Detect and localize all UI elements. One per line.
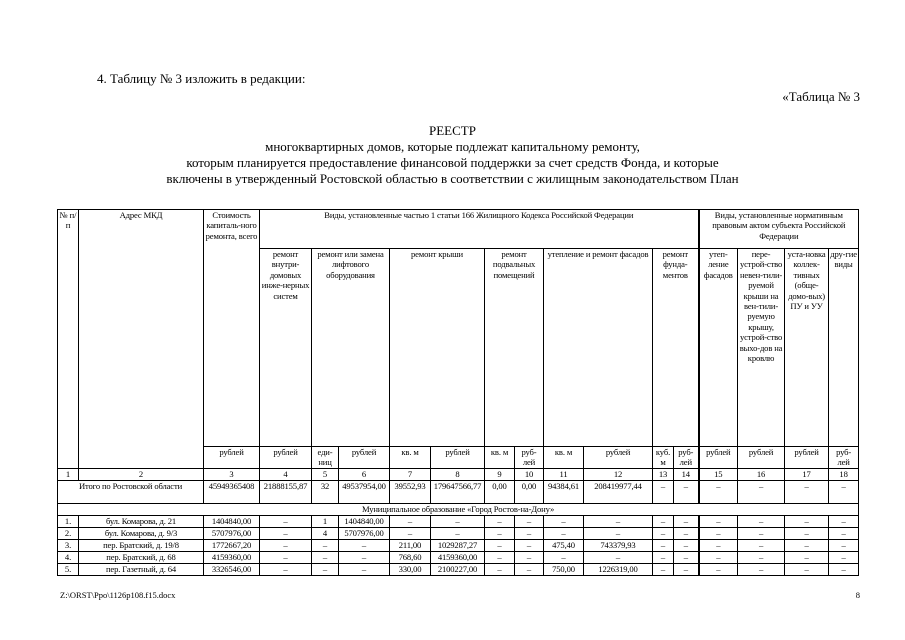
- column-number: 13: [653, 469, 674, 481]
- unit-cell: руб-лей: [829, 447, 859, 469]
- row-cell: –: [260, 552, 312, 564]
- row-number: 4.: [58, 552, 79, 564]
- row-cell: –: [674, 528, 699, 540]
- row-cell: –: [653, 528, 674, 540]
- unit-cell: рублей: [738, 447, 785, 469]
- unit-cell: рублей: [699, 447, 738, 469]
- row-cell: –: [674, 540, 699, 552]
- row-cell: –: [312, 564, 339, 576]
- intro-text: 4. Таблицу № 3 изложить в редакции:: [97, 71, 306, 86]
- row-cell: 211,00: [390, 540, 431, 552]
- row-cell: –: [260, 528, 312, 540]
- row-cell: –: [699, 564, 738, 576]
- table-row: [58, 564, 859, 576]
- row-cell: –: [260, 564, 312, 576]
- unit-cell: рублей: [204, 447, 260, 469]
- row-cell: –: [674, 516, 699, 528]
- row-cell: –: [431, 516, 485, 528]
- unit-cell: рублей: [584, 447, 653, 469]
- row-cell: –: [515, 540, 544, 552]
- row-cell: –: [653, 552, 674, 564]
- total-cell: –: [829, 481, 859, 504]
- row-cell: –: [699, 540, 738, 552]
- row-cell: –: [785, 552, 829, 564]
- row-cell: –: [339, 540, 390, 552]
- header-c1112: утепление и ремонт фасадов: [544, 249, 653, 447]
- row-cell: –: [674, 552, 699, 564]
- registry-subtitle-line-2: которым планируется предоставление финансовой поддержки за счет средств Фонда, и которые: [186, 155, 719, 170]
- row-cell: –: [485, 552, 515, 564]
- total-cell: 49537954,00: [339, 481, 390, 504]
- header-c15: утеп-ление фасадов: [699, 249, 738, 447]
- footer-page-number: 8: [855, 590, 860, 600]
- total-cell: –: [699, 481, 738, 504]
- row-cell: –: [515, 516, 544, 528]
- row-cell: –: [785, 516, 829, 528]
- row-cell: –: [431, 528, 485, 540]
- row-cell: 1226319,00: [584, 564, 653, 576]
- row-cell: –: [738, 564, 785, 576]
- row-cell: –: [738, 552, 785, 564]
- column-number: 5: [312, 469, 339, 481]
- header-c17: уста-новка коллек-тивных (обще-домо-вых) ПУ и УУ: [785, 249, 829, 447]
- column-number: 17: [785, 469, 829, 481]
- row-cell: –: [312, 552, 339, 564]
- header-cost: Стоимость капиталь-ного ремонта, всего: [204, 210, 260, 447]
- unit-cell: кв. м: [485, 447, 515, 469]
- table-row: [58, 516, 859, 528]
- registry-subtitle-line-1: многоквартирных домов, которые подлежат капитальному ремонту,: [265, 139, 640, 154]
- header-group-2: Виды, установленные нормативным правовым актом субъекта Российской Федерации: [699, 210, 859, 249]
- row-cell: –: [738, 528, 785, 540]
- row-cell: –: [785, 540, 829, 552]
- registry-subtitle-line-3: включены в утвержденный Ростовской областью в соответствии с жилищным законодательством План: [166, 171, 739, 186]
- total-cell: 39552,93: [390, 481, 431, 504]
- row-cell: –: [699, 552, 738, 564]
- total-row: [58, 481, 859, 504]
- row-cell: –: [584, 552, 653, 564]
- column-number: 2: [79, 469, 204, 481]
- row-cell: –: [699, 516, 738, 528]
- header-c18: дру-гие виды: [829, 249, 859, 447]
- total-cell: 21888155,87: [260, 481, 312, 504]
- column-number: 10: [515, 469, 544, 481]
- row-cell: 1029287,27: [431, 540, 485, 552]
- row-number: 3.: [58, 540, 79, 552]
- row-address: пер. Газетный, д. 64: [79, 564, 204, 576]
- footer-file-path: Z:\ORST\Ppo\1126p108.f15.docx: [60, 590, 176, 600]
- municipality-label: Муниципальное образование «Город Ростов-на-Дону»: [58, 504, 859, 516]
- row-cell: 475,40: [544, 540, 584, 552]
- total-label: Итого по Ростовской области: [58, 481, 204, 504]
- table-row: [58, 528, 859, 540]
- row-cell: –: [829, 540, 859, 552]
- unit-cell: рублей: [260, 447, 312, 469]
- row-cell: –: [829, 564, 859, 576]
- row-cell: –: [390, 528, 431, 540]
- total-cell: 0,00: [485, 481, 515, 504]
- column-number: 1: [58, 469, 79, 481]
- row-cell: –: [738, 540, 785, 552]
- total-cell: 45949365408: [204, 481, 260, 504]
- row-cell: 4159360,00: [204, 552, 260, 564]
- column-number: 4: [260, 469, 312, 481]
- table-row: [58, 552, 859, 564]
- row-cell: –: [699, 528, 738, 540]
- total-cell: 208419977,44: [584, 481, 653, 504]
- unit-cell: рублей: [339, 447, 390, 469]
- row-cell: –: [515, 564, 544, 576]
- row-cell: –: [485, 540, 515, 552]
- row-address: бул. Комарова, д. 9/3: [79, 528, 204, 540]
- header-c1314: ремонт фунда-ментов: [653, 249, 699, 447]
- header-c910: ремонт подвальных помещений: [485, 249, 544, 447]
- row-cell: –: [260, 540, 312, 552]
- row-cell: –: [584, 516, 653, 528]
- total-cell: 179647566,77: [431, 481, 485, 504]
- row-number: 2.: [58, 528, 79, 540]
- total-cell: –: [653, 481, 674, 504]
- total-cell: –: [738, 481, 785, 504]
- row-cell: –: [312, 540, 339, 552]
- total-cell: 0,00: [515, 481, 544, 504]
- table-row: [58, 540, 859, 552]
- column-number: 12: [584, 469, 653, 481]
- unit-cell: куб. м: [653, 447, 674, 469]
- row-cell: 1: [312, 516, 339, 528]
- total-cell: –: [785, 481, 829, 504]
- row-address: пер. Братский, д. 19/8: [79, 540, 204, 552]
- row-cell: 4: [312, 528, 339, 540]
- header-c78: ремонт крыши: [390, 249, 485, 447]
- row-cell: –: [829, 528, 859, 540]
- row-cell: –: [738, 516, 785, 528]
- row-cell: –: [485, 528, 515, 540]
- total-cell: 94384,61: [544, 481, 584, 504]
- row-cell: –: [544, 516, 584, 528]
- unit-cell: еди-ниц: [312, 447, 339, 469]
- row-cell: 330,00: [390, 564, 431, 576]
- row-cell: –: [515, 552, 544, 564]
- column-number: 15: [699, 469, 738, 481]
- column-numbers-row: [58, 469, 859, 481]
- row-cell: 1404840,00: [204, 516, 260, 528]
- row-number: 1.: [58, 516, 79, 528]
- header-c56: ремонт или замена лифтового оборудования: [312, 249, 390, 447]
- row-cell: 1404840,00: [339, 516, 390, 528]
- row-cell: 750,00: [544, 564, 584, 576]
- unit-cell: кв. м: [544, 447, 584, 469]
- column-number: 8: [431, 469, 485, 481]
- row-cell: –: [390, 516, 431, 528]
- unit-cell: руб-лей: [515, 447, 544, 469]
- row-number: 5.: [58, 564, 79, 576]
- row-cell: –: [653, 564, 674, 576]
- row-cell: –: [339, 564, 390, 576]
- row-cell: –: [653, 516, 674, 528]
- unit-cell: рублей: [785, 447, 829, 469]
- row-cell: –: [485, 516, 515, 528]
- registry-table: [57, 209, 859, 576]
- column-number: 14: [674, 469, 699, 481]
- column-number: 18: [829, 469, 859, 481]
- registry-title: РЕЕСТР: [429, 123, 476, 138]
- row-cell: –: [785, 528, 829, 540]
- row-address: пер. Братский, д. 68: [79, 552, 204, 564]
- column-number: 6: [339, 469, 390, 481]
- row-cell: –: [674, 564, 699, 576]
- row-cell: –: [515, 528, 544, 540]
- column-number: 7: [390, 469, 431, 481]
- row-cell: 1772667,20: [204, 540, 260, 552]
- row-cell: –: [785, 564, 829, 576]
- total-cell: 32: [312, 481, 339, 504]
- row-cell: –: [485, 564, 515, 576]
- row-cell: 743379,93: [584, 540, 653, 552]
- row-cell: 4159360,00: [431, 552, 485, 564]
- header-c4: ремонт внутри-домовых инже-нерных систем: [260, 249, 312, 447]
- row-cell: –: [339, 552, 390, 564]
- header-address: Адрес МКД: [79, 210, 204, 469]
- column-number: 11: [544, 469, 584, 481]
- row-cell: –: [260, 516, 312, 528]
- row-cell: 2100227,00: [431, 564, 485, 576]
- table-reference: «Таблица № 3: [782, 89, 860, 104]
- row-cell: –: [653, 540, 674, 552]
- header-c16: пере-устрой-ство невен-тили-руемой крыши на вен-тили-руемую крышу, устрой-ство выхо-дов на кровлю: [738, 249, 785, 447]
- row-cell: 5707976,00: [339, 528, 390, 540]
- row-cell: 3326546,00: [204, 564, 260, 576]
- row-cell: –: [829, 552, 859, 564]
- row-cell: –: [829, 516, 859, 528]
- unit-cell: рублей: [431, 447, 485, 469]
- row-address: бул. Комарова, д. 21: [79, 516, 204, 528]
- unit-cell: кв. м: [390, 447, 431, 469]
- row-cell: –: [544, 552, 584, 564]
- row-cell: 768,60: [390, 552, 431, 564]
- column-number: 9: [485, 469, 515, 481]
- header-group-1: Виды, установленные частью 1 статьи 166 Жилищного Кодекса Российской Федерации: [260, 210, 699, 249]
- row-cell: 5707976,00: [204, 528, 260, 540]
- unit-cell: руб-лей: [674, 447, 699, 469]
- municipality-row: [58, 504, 859, 516]
- header-num: № п/п: [58, 210, 79, 469]
- column-number: 16: [738, 469, 785, 481]
- row-cell: –: [584, 528, 653, 540]
- row-cell: –: [544, 528, 584, 540]
- total-cell: –: [674, 481, 699, 504]
- column-number: 3: [204, 469, 260, 481]
